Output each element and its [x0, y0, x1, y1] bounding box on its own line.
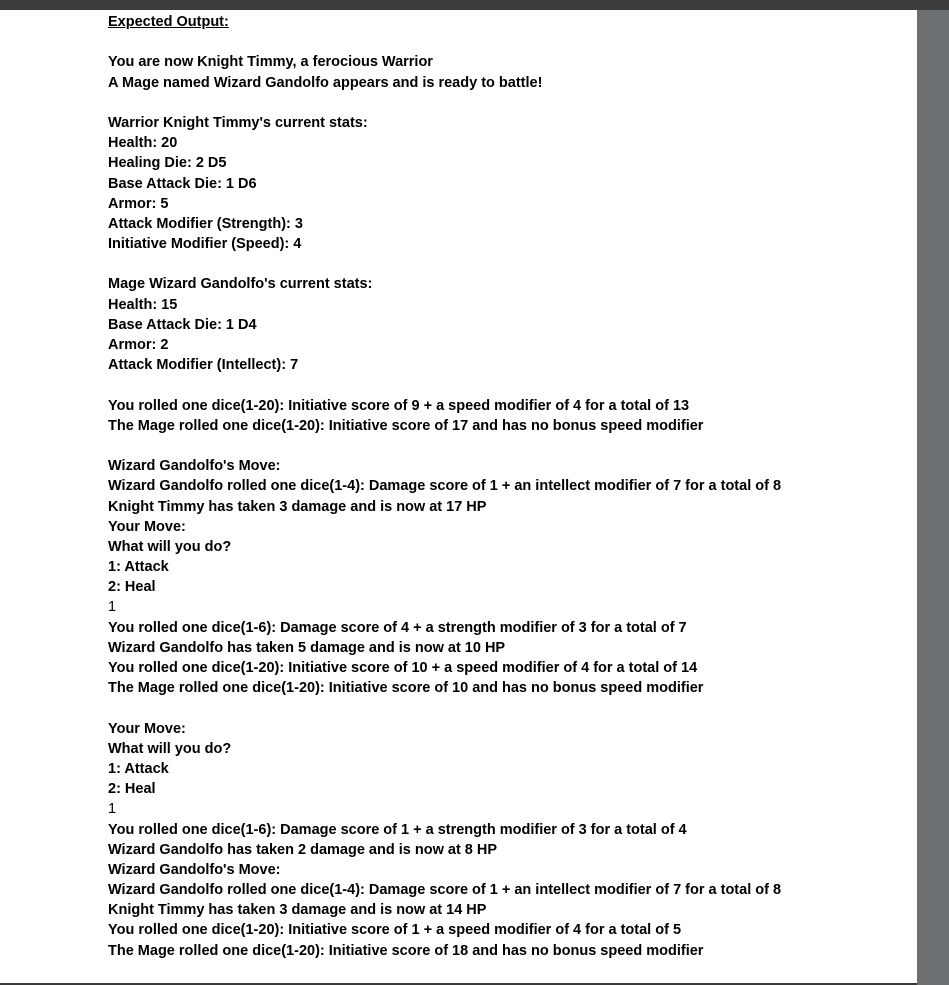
output-line: Warrior Knight Timmy's current stats: [108, 114, 368, 131]
output-line: Base Attack Die: 1 D4 [108, 316, 257, 333]
user-input-line: 1 [108, 599, 117, 616]
blank-line [108, 254, 898, 274]
output-line: Health: 20 [108, 135, 178, 152]
document-content [108, 12, 898, 961]
output-line: Attack Modifier (Intellect): 7 [108, 357, 299, 374]
output-line: Your Move: [108, 720, 186, 737]
document-page [0, 10, 917, 985]
output-line: You rolled one dice(1-20): Initiative score of 1 + a speed modifier of 4 for a total of 5 [108, 922, 682, 939]
output-line: The Mage rolled one dice(1-20): Initiative score of 18 and has no bonus speed modifier [108, 942, 704, 959]
blank-line [108, 698, 898, 718]
output-line: Wizard Gandolfo rolled one dice(1-4): Damage score of 1 + an intellect modifier of 7 for a total of 8 [108, 478, 782, 495]
output-line: 2: Heal [108, 781, 156, 798]
output-line: The Mage rolled one dice(1-20): Initiative score of 10 and has no bonus speed modifier [108, 680, 704, 697]
output-line: Health: 15 [108, 296, 178, 313]
output-line: Wizard Gandolfo's Move: [108, 861, 281, 878]
viewer-top-bar [0, 0, 949, 10]
output-line: Initiative Modifier (Speed): 4 [108, 236, 302, 253]
output-line: 1: Attack [108, 760, 169, 777]
output-line: Healing Die: 2 D5 [108, 155, 227, 172]
output-line: Knight Timmy has taken 3 damage and is now at 14 HP [108, 902, 487, 919]
output-line: A Mage named Wizard Gandolfo appears and is ready to battle! [108, 74, 543, 91]
output-line: Attack Modifier (Strength): 3 [108, 215, 303, 232]
blank-line [108, 375, 898, 395]
output-line: Armor: 2 [108, 337, 169, 353]
user-input-line: 1 [108, 801, 117, 818]
output-line: Wizard Gandolfo's Move: [108, 458, 281, 475]
blank-line [108, 93, 898, 113]
output-line: The Mage rolled one dice(1-20): Initiative score of 17 and has no bonus speed modifier [108, 417, 704, 434]
output-line: Base Attack Die: 1 D6 [108, 175, 257, 192]
output-line: Your Move: [108, 518, 186, 535]
output-line: 2: Heal [108, 579, 156, 596]
blank-line [108, 436, 898, 456]
output-line: You rolled one dice(1-20): Initiative score of 10 + a speed modifier of 4 for a total of 14 [108, 660, 698, 676]
output-line: You rolled one dice(1-20): Initiative score of 9 + a speed modifier of 4 for a total of 13 [108, 397, 690, 414]
output-line: You rolled one dice(1-6): Damage score of 4 + a strength modifier of 3 for a total of 7 [108, 619, 687, 636]
output-line: What will you do? [108, 538, 232, 555]
output-line: Knight Timmy has taken 3 damage and is now at 17 HP [108, 498, 487, 515]
output-line: Wizard Gandolfo rolled one dice(1-4): Damage score of 1 + an intellect modifier of 7 for a total of 8 [108, 882, 782, 899]
output-line: What will you do? [108, 740, 232, 757]
output-line: Mage Wizard Gandolfo's current stats: [108, 276, 373, 293]
page-heading: Expected Output: [108, 14, 229, 30]
output-line: Wizard Gandolfo has taken 5 damage and is now at 10 HP [108, 639, 506, 656]
scrollbar-gutter[interactable] [917, 10, 949, 985]
output-line: 1: Attack [108, 559, 169, 576]
output-line: You are now Knight Timmy, a ferocious Warrior [108, 54, 433, 71]
output-line: You rolled one dice(1-6): Damage score of 1 + a strength modifier of 3 for a total of 4 [108, 821, 687, 838]
output-line: Armor: 5 [108, 195, 169, 212]
output-lines [108, 32, 898, 961]
blank-line [108, 32, 898, 52]
output-line: Wizard Gandolfo has taken 2 damage and is now at 8 HP [108, 841, 498, 858]
